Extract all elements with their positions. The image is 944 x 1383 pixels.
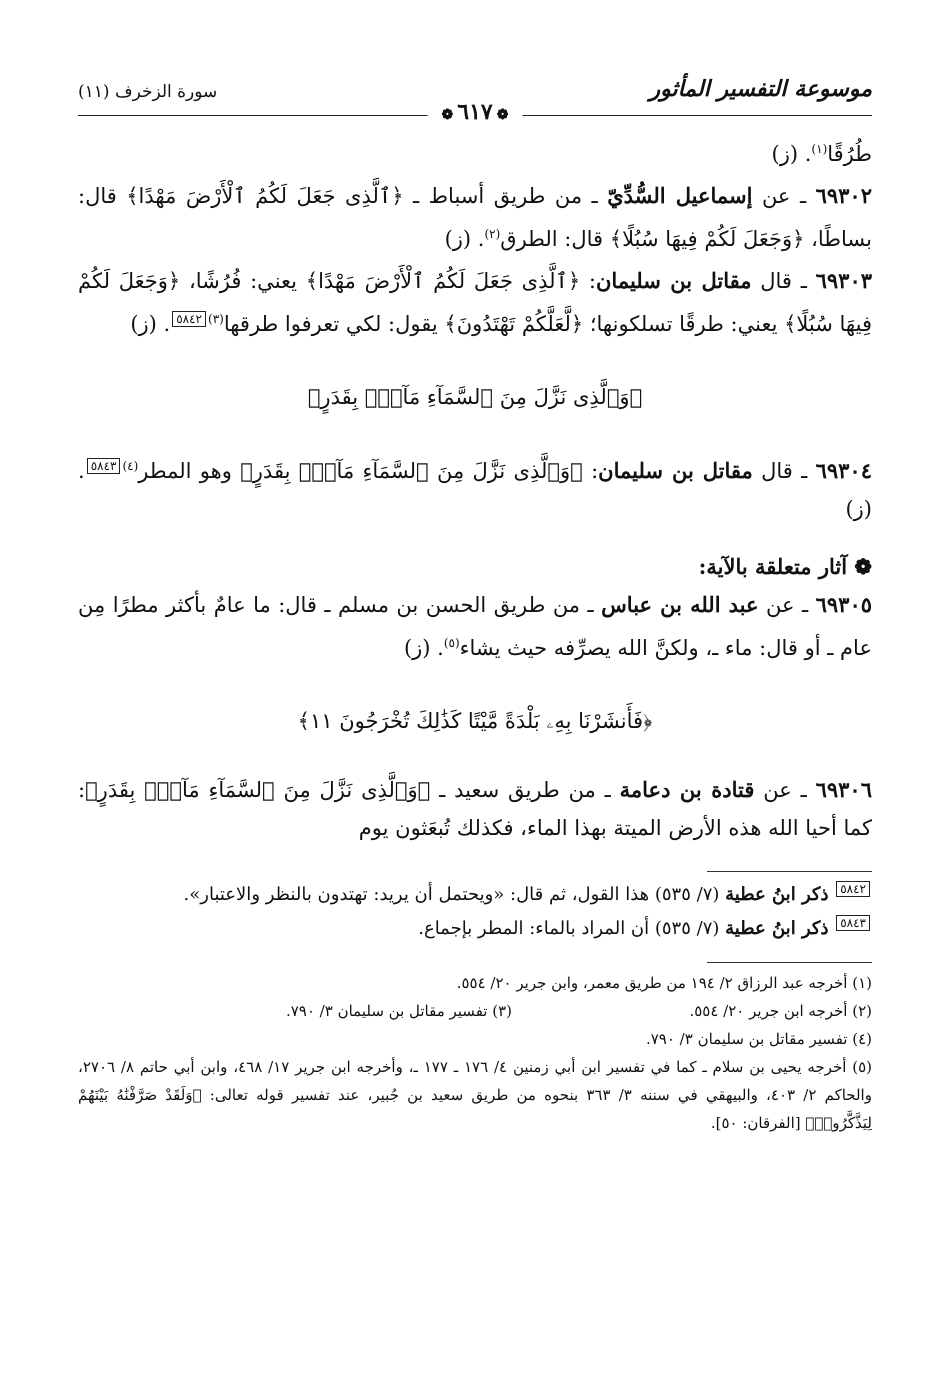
page-number: ❁٦١٧❁ [428, 99, 523, 125]
footnote-2: (٢) أخرجه ابن جرير ٢٠/ ٥٥٤. [689, 1002, 872, 1020]
ornament-icon: ❁ [441, 107, 454, 123]
athar-69303: ٦٩٣٠٣ ـ قال مقاتل بن سليمان: ﴿ٱلَّذِى جَعَلَ لَكُمُ ٱلْأَرْضَ مَهْدًا﴾ يعني: فُرُشًا، ﴿وَجَعَلَ لَكُمْ فِيهَا سُبُلًا﴾ يعني: طرقًا تسلكونها؛ ﴿لَّعَلَّكُمْ تَهْتَدُونَ﴾ يقول: لكي تعرفوا طرقها$^{(٣)}$٥٨٤٢. (ز) [78, 268, 873, 336]
footnote-3: (٣) تفسير مقاتل بن سليمان ٣/ ٧٩٠. [285, 1002, 512, 1020]
commentary-note: ٥٨٤٢ ذكر ابنُ عطية (٧/ ٥٣٥) هذا القول، ثم قال: «ويحتمل أن يريد: تهتدون بالنظر والاعتبار». [78, 878, 872, 912]
page [78, 74, 872, 1137]
section-heading: ❁ آثار متعلقة بالآية: [698, 554, 872, 579]
footnote-row [78, 997, 872, 1025]
running-header [78, 74, 872, 102]
footnote-4: (٤) تفسير مقاتل بن سليمان ٣/ ٧٩٠. [645, 1030, 872, 1048]
athar-69305: ٦٩٣٠٥ ـ عن عبد الله بن عباس ـ من طريق الحسن بن مسلم ـ قال: ما عامٌ بأكثر مطرًا مِن عام ـ أو قال: ماء ـ، ولكنَّ الله يصرِّفه حيث يشاء$^{(٥)}$. (ز) [78, 592, 873, 660]
footnote-5: (٥) أخرجه يحيى بن سلام ـ كما في تفسير ابن أبي زمنين ٤/ ١٧٦ ـ ١٧٧ ـ، وأخرجه ابن جرير ١٧/ ٤٦٨، وابن أبي حاتم ٨/ ٢٧٠٦، والحاكم ٢/ ٤٠٣، والبيهقي في سننه ٣/ ٣٦٣ بنحوه من طريق سعيد بن جُبير، عند تفسير قوله تعالى: ﴿وَلَقَدْ صَرَّفْنَٰهُ بَيْنَهُمْ لِيَذَّكَّرُوا۟﴾ [الفرقان: ٥٠]. [78, 1058, 872, 1132]
intro-line: طُرُقًا$^{(١)}$. (ز) [771, 142, 872, 166]
footnotes-separator [707, 962, 872, 963]
athar-69306: ٦٩٣٠٦ ـ عن قتادة بن دعامة ـ من طريق سعيد ـ ﴿وَٱلَّذِى نَزَّلَ مِنَ ٱلسَّمَآءِ مَآءًۢ بِقَدَرٍ﴾: كما أحيا الله هذه الأرض الميتة بهذا الماء، فكذلك تُبعَثون يوم [78, 777, 872, 840]
commentary-marker: ٥٨٤٢ [172, 311, 206, 327]
surah-title: سورة الزخرف (١١) [78, 82, 218, 102]
athar-69304: ٦٩٣٠٤ ـ قال مقاتل بن سليمان: ﴿وَٱلَّذِى نَزَّلَ مِنَ ٱلسَّمَآءِ مَآءًۢ بِقَدَرٍ﴾ وهو المطر$^{(٤)}$٥٨٤٣. (ز) [78, 458, 872, 521]
athar-69302: ٦٩٣٠٢ ـ عن إسماعيل السُّدِّيّ ـ من طريق أسباط ـ ﴿ٱلَّذِى جَعَلَ لَكُمُ ٱلْأَرْضَ مَهْدًا﴾ قال: بساطًا، ﴿وَجَعَلَ لَكُمْ فِيهَا سُبُلًا﴾ قال: الطرق$^{(٢)}$. (ز) [78, 183, 872, 251]
notes-separator [707, 871, 872, 872]
ayah-heading: ﴿فَأَنشَرْنَا بِهِۦ بَلْدَةً مَّيْتًا كَذَٰلِكَ تُخْرَجُونَ ١١﴾ [297, 709, 653, 733]
book-title: موسوعة التفسير المأثور [649, 76, 872, 102]
commentary-note: ٥٨٤٣ ذكر ابنُ عطية (٧/ ٥٣٥) أن المراد بالماء: المطر بإجماع. [78, 912, 872, 946]
ornament-icon: ❁ [496, 107, 509, 123]
footnote-1: (١) أخرجه عبد الرزاق ٢/ ١٩٤ من طريق معمر، وابن جرير ٢٠/ ٥٥٤. [456, 974, 872, 992]
header-rule [78, 99, 872, 125]
commentary-marker: ٥٨٤٣ [87, 458, 121, 474]
flower-icon: ❁ [854, 554, 872, 579]
ayah-heading: ﴿وَٱلَّذِى نَزَّلَ مِنَ ٱلسَّمَآءِ مَآءًۢ بِقَدَرٍ﴾ [307, 385, 643, 409]
